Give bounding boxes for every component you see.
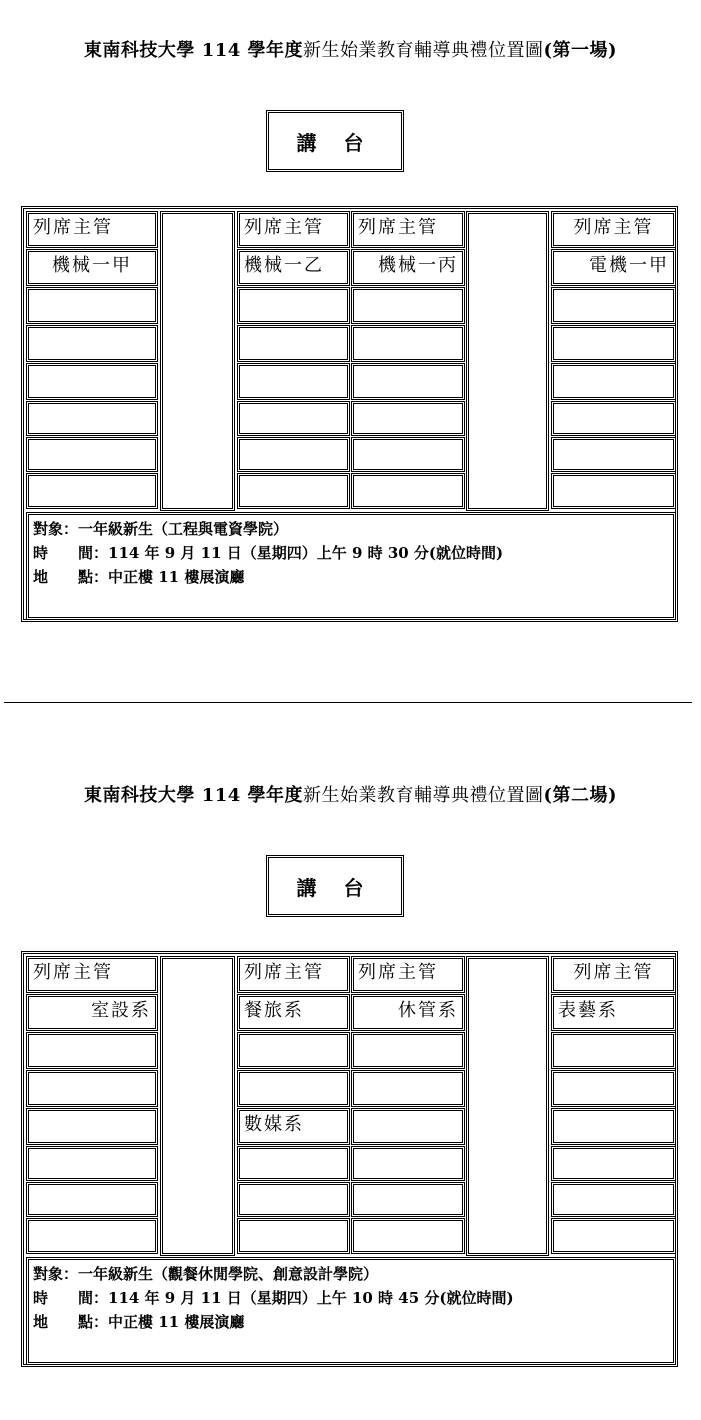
seat-grid [21, 206, 678, 622]
seat-header: 列席主管 [351, 211, 465, 248]
seat-cell [351, 437, 465, 472]
seat-cell [26, 287, 158, 324]
podium: 講 台 [266, 110, 404, 172]
info-target: 對象：一年級新生（觀餐休閒學院、創意設計學院） [33, 1265, 379, 1283]
seat-cell [26, 1108, 158, 1145]
seat-cell [26, 437, 158, 472]
seat-cell [237, 1070, 350, 1107]
seat-cell [351, 1032, 465, 1069]
seat-cell [237, 363, 350, 400]
page-divider [4, 702, 692, 703]
seat-cell [26, 363, 158, 400]
seat-cell [551, 1146, 676, 1181]
seat-cell [237, 473, 350, 509]
seat-cell: 機械一甲 [26, 249, 158, 286]
seat-cell: 休管系 [351, 994, 465, 1031]
seat-cell: 室設系 [26, 994, 158, 1031]
seat-cell [237, 401, 350, 436]
seat-cell [551, 287, 676, 324]
aisle [466, 956, 549, 1256]
seat-cell [351, 1108, 465, 1145]
info-place: 地 點：中正樓 11 樓展演廳 [33, 568, 245, 586]
seat-cell [551, 363, 676, 400]
chart-title [0, 36, 701, 62]
seat-cell: 餐旅系 [237, 994, 350, 1031]
seat-cell [351, 473, 465, 509]
seat-cell [551, 473, 676, 509]
seat-cell [551, 1070, 676, 1107]
seat-cell [26, 1218, 158, 1254]
seat-cell [26, 1070, 158, 1107]
seat-header: 列席主管 [551, 956, 676, 993]
seat-cell [237, 1146, 350, 1181]
seat-cell [351, 325, 465, 362]
seat-cell [551, 1218, 676, 1254]
seat-header: 列席主管 [26, 956, 158, 993]
seat-cell [237, 1032, 350, 1069]
seat-cell [351, 1218, 465, 1254]
seat-cell [237, 1218, 350, 1254]
seat-cell [237, 325, 350, 362]
seat-cell [26, 1032, 158, 1069]
seat-grid [21, 951, 678, 1367]
info-place: 地 點：中正樓 11 樓展演廳 [33, 1313, 245, 1331]
aisle [160, 956, 235, 1256]
info-target: 對象：一年級新生（工程與電資學院） [33, 520, 289, 538]
seat-header: 列席主管 [351, 956, 465, 993]
seat-cell [237, 287, 350, 324]
seat-cell: 機械一乙 [237, 249, 350, 286]
seat-cell [551, 325, 676, 362]
title-school: 東南科技大學 114 學年度 [83, 40, 304, 61]
seat-cell [351, 401, 465, 436]
event-info [26, 1257, 676, 1365]
info-time: 時 間：114 年 9 月 11 日（星期四）上午 10 時 45 分(就位時間) [33, 1289, 514, 1307]
seat-cell [26, 1182, 158, 1217]
seat-cell [351, 1182, 465, 1217]
seat-cell [551, 1108, 676, 1145]
seat-header: 列席主管 [26, 211, 158, 248]
seat-cell [237, 1182, 350, 1217]
seat-cell [551, 1182, 676, 1217]
seat-cell [26, 401, 158, 436]
seat-cell: 數媒系 [237, 1108, 350, 1145]
seat-cell [26, 325, 158, 362]
seat-cell: 機械一丙 [351, 249, 465, 286]
seat-header: 列席主管 [551, 211, 676, 248]
aisle [466, 211, 549, 511]
event-info [26, 512, 676, 620]
aisle [160, 211, 235, 511]
title-text: 新生始業教育輔導典禮位置圖 [303, 785, 544, 806]
seat-cell: 表藝系 [551, 994, 676, 1031]
seat-cell: 電機一甲 [551, 249, 676, 286]
title-text: 新生始業教育輔導典禮位置圖 [303, 40, 544, 61]
seat-cell [26, 473, 158, 509]
title-suffix: (第一場) [543, 40, 618, 61]
seat-cell [551, 401, 676, 436]
seat-cell [351, 287, 465, 324]
seat-cell [26, 1146, 158, 1181]
seat-cell [351, 1070, 465, 1107]
title-suffix: (第二場) [543, 785, 618, 806]
chart-title [0, 781, 701, 807]
seat-cell [551, 1032, 676, 1069]
podium: 講 台 [266, 855, 404, 917]
seat-header: 列席主管 [237, 956, 350, 993]
seat-cell [551, 437, 676, 472]
title-school: 東南科技大學 114 學年度 [83, 785, 304, 806]
seat-header: 列席主管 [237, 211, 350, 248]
seat-cell [351, 1146, 465, 1181]
seat-cell [237, 437, 350, 472]
info-time: 時 間：114 年 9 月 11 日（星期四）上午 9 時 30 分(就位時間) [33, 544, 504, 562]
seat-cell [351, 363, 465, 400]
